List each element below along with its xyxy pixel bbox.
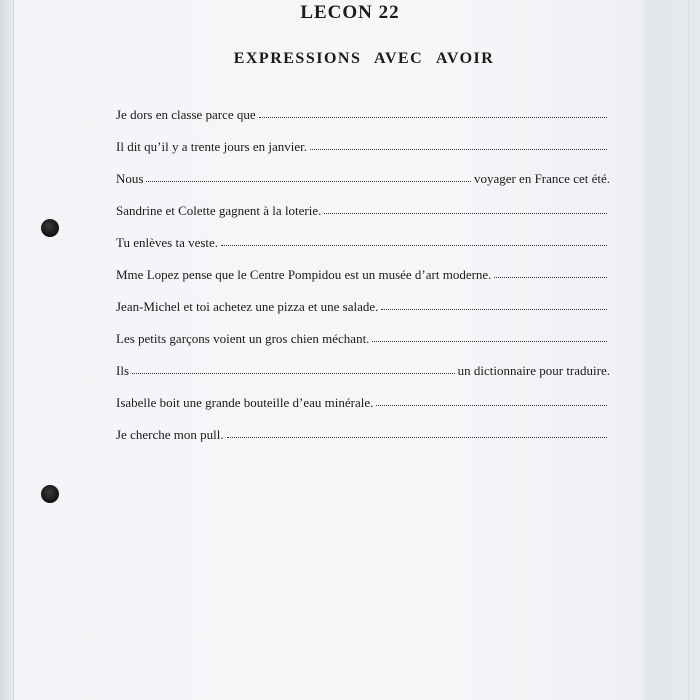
scan-right-edge xyxy=(640,0,700,700)
answer-blank[interactable] xyxy=(227,423,607,438)
exercise-line xyxy=(116,264,610,296)
exercise-line xyxy=(116,424,610,456)
exercise-list xyxy=(116,104,610,456)
sentence-text: Ils xyxy=(116,363,129,378)
answer-blank[interactable] xyxy=(376,391,607,406)
answer-blank[interactable] xyxy=(324,199,607,214)
exercise-line xyxy=(116,200,610,232)
exercise-line xyxy=(116,392,610,424)
answer-blank[interactable] xyxy=(132,359,455,374)
sentence-text: Isabelle boit une grande bouteille d’eau minérale. xyxy=(116,395,374,410)
exercise-line xyxy=(116,296,610,328)
sentence-text: Les petits garçons voient un gros chien méchant. xyxy=(116,331,370,346)
worksheet-subtitle xyxy=(0,50,700,68)
sentence-text: Il dit qu’il y a trente jours en janvier. xyxy=(116,139,307,154)
answer-blank[interactable] xyxy=(146,167,470,182)
sentence-text: Sandrine et Colette gagnent à la loterie. xyxy=(116,203,322,218)
exercise-line xyxy=(116,104,610,136)
scan-left-edge xyxy=(0,0,14,700)
exercise-line xyxy=(116,328,610,360)
sentence-ending: un dictionnaire pour traduire. xyxy=(457,363,610,378)
answer-blank[interactable] xyxy=(310,135,607,150)
sentence-ending: voyager en France cet été. xyxy=(473,171,610,186)
sentence-text: Jean-Michel et toi achetez une pizza et une salade. xyxy=(116,299,379,314)
binder-hole-icon xyxy=(41,219,59,237)
binder-hole-icon xyxy=(41,485,59,503)
answer-blank[interactable] xyxy=(381,295,607,310)
exercise-line xyxy=(116,360,610,392)
sentence-text: Mme Lopez pense que le Centre Pompidou est un musée d’art moderne. xyxy=(116,267,492,282)
lesson-title: LECON 22 xyxy=(300,2,400,23)
answer-blank[interactable] xyxy=(259,103,607,118)
exercise-line xyxy=(116,168,610,200)
answer-blank[interactable] xyxy=(221,231,607,246)
sentence-text: Nous xyxy=(116,171,144,186)
subtitle-text: EXPRESSIONS AVEC AVOIR xyxy=(233,50,495,67)
exercise-line xyxy=(116,232,610,264)
answer-blank[interactable] xyxy=(372,327,607,342)
sentence-text: Tu enlèves ta veste. xyxy=(116,235,219,250)
exercise-line xyxy=(116,136,610,168)
sentence-text: Je dors en classe parce que xyxy=(116,107,256,122)
answer-blank[interactable] xyxy=(494,263,607,278)
sentence-text: Je cherche mon pull. xyxy=(116,427,224,442)
